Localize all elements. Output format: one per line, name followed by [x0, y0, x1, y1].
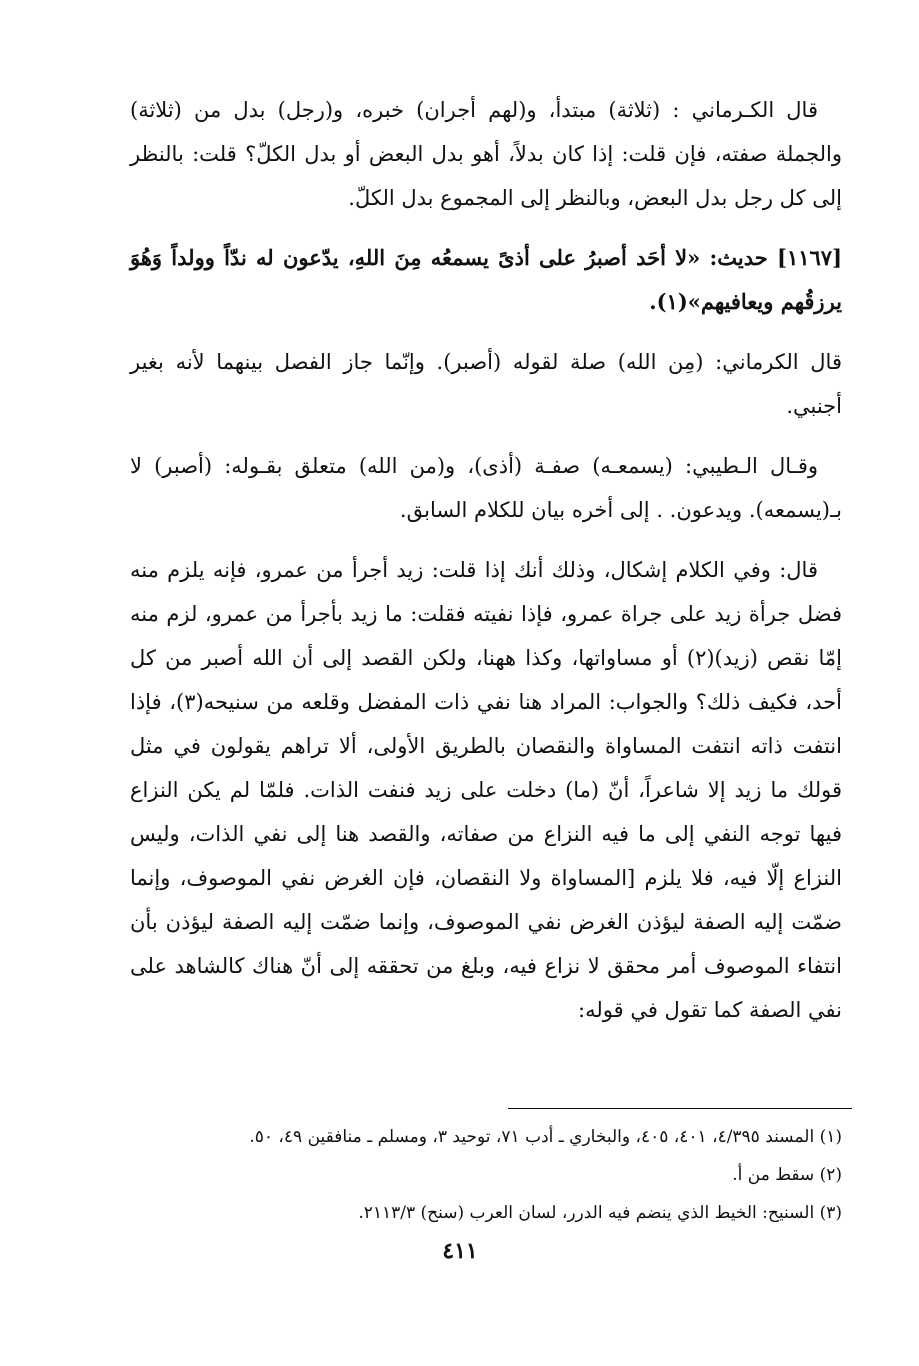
paragraph-hadith-1167: [١١٦٧] حديث: «لا أحَد أصبرُ على أذىً يسمعُه مِنَ اللهِ، يدّعون له ندّاً وولداً وَهُوَ يرزقُهم ويعافيهم»(١). — [130, 245, 842, 314]
paragraph-tibi: وقـال الـطيبي: (يسمعـه) صفـة (أذى)، و(من الله) متعلق بقـوله: (أصبر) لا بـ(يسمعه). ويدعون. . إلى أخره بيان للكلام السابق. — [130, 454, 842, 522]
paragraph-discussion: قال: وفي الكلام إشكال، وذلك أنك إذا قلت: زيد أجرأ من عمرو، فإنه يلزم منه فضل جرأة زيد على جراة عمرو، فإذا نفيته فقلت: ما زيد بأجرأ من عمرو، لزم منه إمّا نقص (زيد)(٢) أو مساواتها، وكذا ههنا، ولكن القصد إلى أن الله أصبر من كل أحد، فكيف ذلك؟ والجواب: المراد هنا نفي ذات المفضل وقلعه من سنيحه(٣)، فإذا انتفت ذاته انتفت المساواة والنقصان بالطريق الأولى، ألا تراهم يقولون في مثل قولك ما زيد إلا شاعراً، أنّ (ما) دخلت على زيد فنفت الذات. فلمّا لم يكن النزاع فيها توجه النفي إلى ما فيه النزاع من صفاته، والقصد هنا إلى نفي الذات، وليس النزاع إلّا فيه، فلا يلزم [المساواة ولا النقصان، فإن الغرض نفي الموصوف، وإنما ضمّت إليه الصفة ليؤذن الغرض نفي الموصوف، وإنما ضمّت إليه الصفة ليؤذن بأن انتفاء الموصوف أمر محقق لا نزاع فيه، وبلغ من تحققه إلى أنّ هناك كالشاهد على نفي الصفة كما تقول في قوله: — [130, 558, 842, 1022]
paragraph-kirmani-1: قال الكـرماني : (ثلاثة) مبتدأ، و(لهم أجران) خبره، و(رجل) بدل من (ثلاثة) والجملة صفته، فإن قلت: إذا كان بدلاً، أهو بدل البعض أو بدل الكلّ؟ قلت: بالنظر إلى كل رجل بدل البعض، وبالنظر إلى المجموع بدل الكلّ. — [130, 98, 842, 210]
page-body — [130, 88, 842, 1048]
paragraph-kirmani-2: قال الكرماني: (مِن الله) صلة لقوله (أصبر). وإنّما جاز الفصل بينهما لأنه بغير أجنبي. — [130, 350, 842, 418]
footnote-separator — [508, 1108, 852, 1109]
page-number: ٤١١ — [442, 1238, 478, 1264]
footnote-3: (٣) السنيح: الخيط الذي ينضم فيه الدرر، لسان العرب (سنح) ٢١١٣/٣. — [358, 1203, 842, 1223]
footnote-2: (٢) سقط من أ. — [732, 1165, 842, 1185]
footnote-1: (١) المسند ٤/٣٩٥، ٤٠١، ٤٠٥، والبخاري ـ أدب ٧١، توحيد ٣، ومسلم ـ منافقين ٤٩، ٥٠. — [249, 1127, 842, 1147]
footnotes — [130, 1118, 842, 1232]
